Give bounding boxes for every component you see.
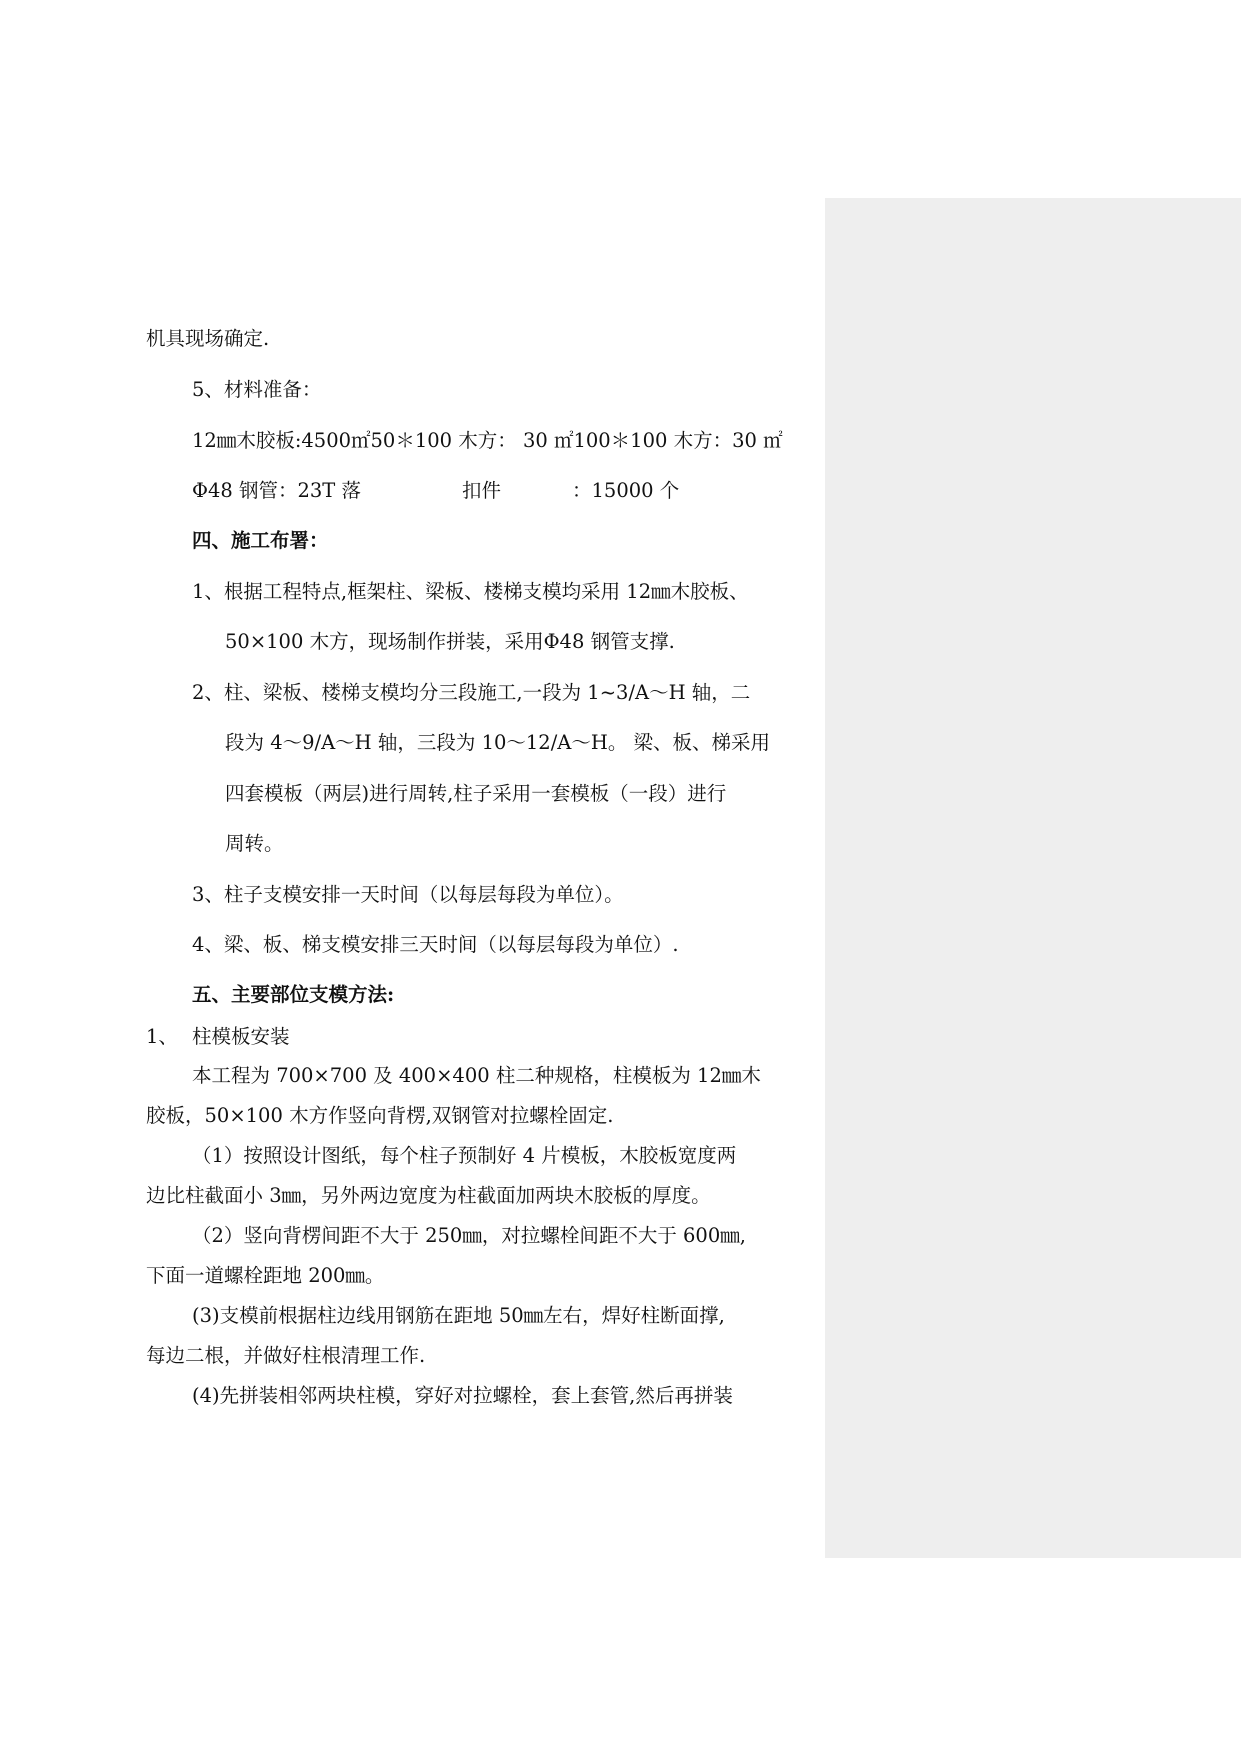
paragraph-line: 下面一道螺栓距地 200㎜。 — [146, 1264, 385, 1287]
fastener-value: ：15000 个 — [572, 479, 680, 502]
paragraph-line: 边比柱截面小 3㎜，另外两边宽度为柱截面加两块木胶板的厚度。 — [146, 1184, 711, 1207]
paragraph-line: （1）按照设计图纸，每个柱子预制好 4 片模板，木胶板宽度两 — [192, 1144, 737, 1167]
subsection-number: 1、 — [146, 1025, 178, 1048]
list-item-line: 四套模板（两层)进行周转,柱子采用一套模板（一段）进行 — [225, 782, 727, 805]
list-item-line: 周转。 — [225, 832, 284, 855]
paragraph-line: 胶板，50×100 木方作竖向背楞,双钢管对拉螺栓固定. — [146, 1104, 614, 1127]
list-item-line: 3、柱子支模安排一天时间（以每层每段为单位）。 — [192, 883, 624, 906]
list-item-line: 1、根据工程特点,框架柱、梁板、楼梯支模均采用 12㎜木胶板、 — [192, 580, 749, 603]
subsection-title: 柱模板安装 — [192, 1025, 290, 1048]
text-line: 机具现场确定. — [146, 327, 270, 350]
paragraph-line: （2）竖向背楞间距不大于 250㎜，对拉螺栓间距不大于 600㎜, — [192, 1224, 746, 1247]
steel-pipe-text: Φ48 钢管：23T 落 — [192, 479, 362, 502]
list-item-line: 50×100 木方，现场制作拼装，采用Φ48 钢管支撑. — [225, 630, 675, 653]
fastener-label: 扣件 — [462, 479, 502, 502]
materials-line: 12㎜木胶板:4500㎡50＊100 木方： 30 ㎡100＊100 木方：30 ㎡ — [192, 429, 783, 452]
paragraph-line: (3)支模前根据柱边线用钢筋在距地 50㎜左右，焊好柱断面撑, — [192, 1304, 725, 1327]
paragraph-line: 每边二根，并做好柱根清理工作. — [146, 1344, 426, 1367]
comment-pane — [825, 198, 1241, 1558]
paragraph-line: (4)先拼装相邻两块柱模，穿好对拉螺栓，套上套管,然后再拼装 — [192, 1384, 733, 1407]
section-heading: 四、施工布署： — [192, 529, 329, 552]
list-item-line: 2、柱、梁板、楼梯支模均分三段施工,一段为 1~3/A～H 轴，二 — [192, 681, 751, 704]
list-item-line: 段为 4～9/A～H 轴，三段为 10～12/A～H。 梁、板、梯采用 — [225, 731, 771, 754]
section-heading: 五、主要部位支模方法: — [192, 983, 395, 1006]
materials-line — [192, 478, 712, 504]
section-heading: 5、材料准备： — [192, 378, 322, 401]
paragraph-line: 本工程为 700×700 及 400×400 柱二种规格，柱模板为 12㎜木 — [192, 1064, 761, 1087]
list-item-line: 4、梁、板、梯支模安排三天时间（以每层每段为单位）. — [192, 933, 679, 956]
